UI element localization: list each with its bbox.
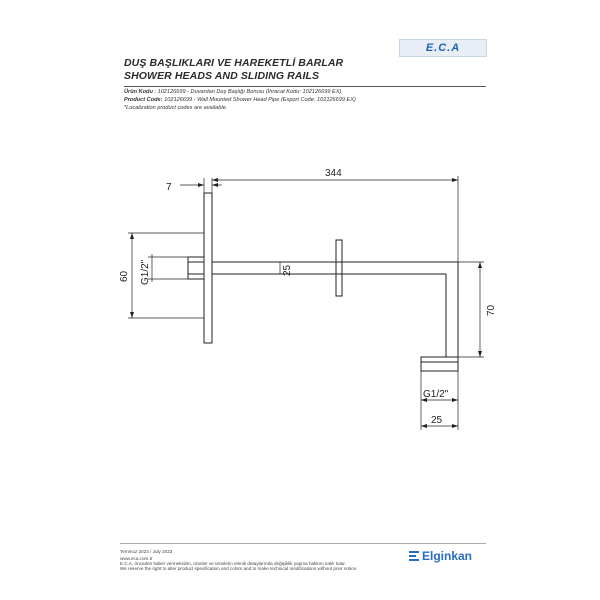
footer-divider xyxy=(120,543,486,544)
catalog-title-tr: DUŞ BAŞLIKLARI VE HAREKETLİ BARLAR xyxy=(124,57,344,69)
product-code-label-tr: Ürün Kodu xyxy=(124,89,153,95)
elginkan-mark-icon xyxy=(409,551,419,561)
localization-note: *Localization product codes are available. xyxy=(124,105,228,111)
catalog-title-en: SHOWER HEADS AND SLIDING RAILS xyxy=(124,70,320,82)
outlet-connector xyxy=(421,357,458,371)
elginkan-logo xyxy=(409,549,472,563)
footer-date: Temmuz 2023 / July 2023 xyxy=(120,549,173,554)
inlet-thread-nut xyxy=(188,257,204,279)
dim-flange-thickness: 7 xyxy=(166,182,172,193)
footer-disclaimer-tr: E.C.A. önceden haber vermeksizin, ürünler ve ürünlerin teknik detaylarında değişiklik yapma hakkını saklı tutar. xyxy=(120,561,346,566)
dim-total-length: 344 xyxy=(325,168,342,179)
product-line-tr: : 102126699 - Duvardan Duş Başlığı Borusu (İhracat Kodu: 102126699 EX) xyxy=(154,89,342,95)
product-code-label-en: Product Code: xyxy=(124,97,163,103)
product-line-en: 102126699 - Wall Mounted Shower Head Pipe (Export Code: 102126699 EX) xyxy=(164,97,356,103)
wall-flange xyxy=(204,193,212,343)
dim-drop-height: 70 xyxy=(486,304,497,316)
dim-outlet-width: 25 xyxy=(431,415,443,426)
footer-website: www.eca.com.tr xyxy=(120,556,153,561)
elginkan-text: Elginkan xyxy=(422,549,473,563)
dim-outlet-thread: G1/2" xyxy=(423,389,449,400)
sliding-ring xyxy=(336,240,342,296)
dim-inlet-thread: G1/2" xyxy=(140,259,151,285)
eca-logo-text: E.C.A xyxy=(425,42,461,54)
footer-disclaimer-en: We reserve the right to alter product specification and colors and to make technical modifications without prior notice. xyxy=(120,566,358,571)
dim-pipe-size: 25 xyxy=(282,264,293,276)
dim-flange-height: 60 xyxy=(119,270,130,282)
